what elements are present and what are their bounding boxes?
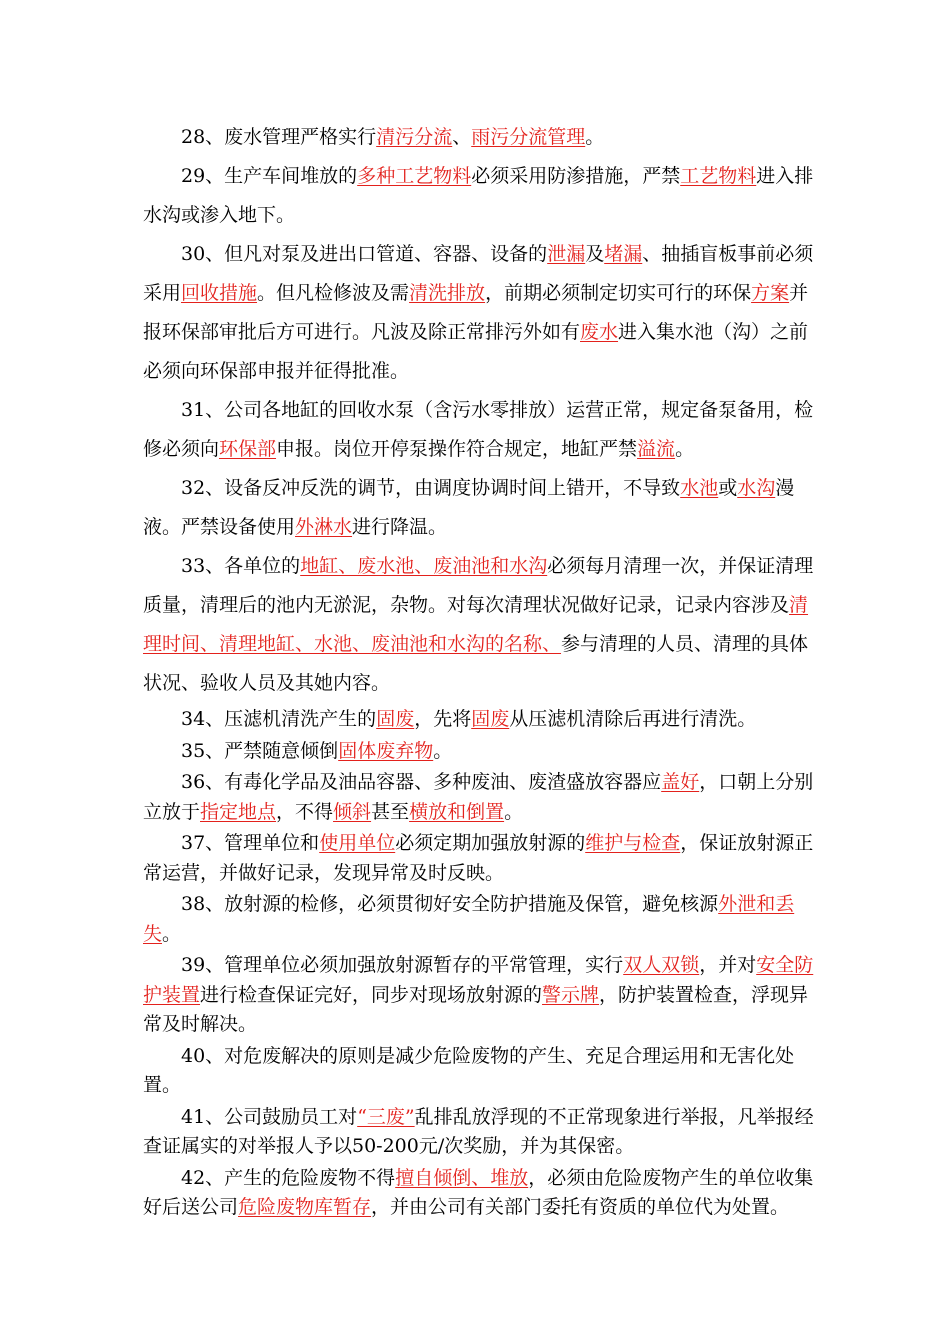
highlighted-term: 横放和倒置 — [409, 800, 505, 823]
highlighted-term: 方案 — [751, 282, 790, 304]
highlighted-term: 清污分流 — [376, 126, 453, 148]
paragraph-text: 34、压滤机清洗产生的 — [181, 708, 377, 730]
highlighted-term: “三废” — [357, 1105, 415, 1128]
paragraph-text: 35、严禁随意倾倒 — [181, 739, 339, 762]
highlighted-term: 雨污分流管理 — [471, 126, 586, 148]
paragraph-text: 31、公司各地缸的回收水泵（含污水零排放）运营正常，规定备泵备用，检修必须向 — [143, 399, 814, 460]
paragraph-text: 。 — [585, 126, 605, 148]
paragraph-text: 进入排水沟或渗入地下。 — [143, 165, 814, 226]
highlighted-term: 安全防护装置 — [143, 954, 814, 1006]
highlighted-term: 多种工艺物料 — [357, 165, 472, 187]
highlighted-term: 外泄和丢失 — [143, 893, 795, 945]
paragraph-text: 并报环保部审批后方可进行。凡波及除正常排污外如有 — [143, 282, 809, 343]
paragraph-text: 进行降温。 — [352, 516, 448, 538]
paragraph-text: ，前期必须制定切实可行的环保 — [485, 282, 752, 304]
highlighted-term: 危险废物库暂存 — [238, 1196, 372, 1218]
paragraph-text: 41、公司鼓励员工对 — [181, 1105, 358, 1128]
paragraph-text: ，防护装置检查，浮现异常及时解决。 — [143, 983, 809, 1035]
highlighted-term: 使用单位 — [319, 832, 396, 854]
paragraph-text: ，不得 — [276, 800, 334, 823]
paragraph-text: 或 — [718, 477, 738, 499]
highlighted-term: 指定地点 — [200, 800, 277, 823]
highlighted-term: 固体废弃物 — [338, 739, 434, 762]
paragraph-text: ，先将 — [414, 708, 472, 730]
paragraph — [143, 157, 815, 235]
paragraph — [143, 1164, 815, 1223]
highlighted-term: 外淋水 — [295, 516, 353, 538]
highlighted-term: 固废 — [471, 708, 510, 730]
highlighted-term: 擅自倾倒、堆放 — [395, 1166, 529, 1189]
paragraph-text: 40、对危废解决的原则是减少危险废物的产生、充足合理运用和无害化处置。 — [143, 1044, 795, 1096]
paragraph-text: ，必须由危险废物产生的单位收集好后送公司 — [143, 1166, 814, 1218]
paragraph-text: 、抽插盲板事前必须采用 — [143, 243, 814, 304]
paragraph-text: 必须每月清理一次，并保证清理质量，清理后的池内无淤泥，杂物。对每次清理状况做好记录，记录内容涉及 — [143, 555, 814, 616]
paragraph-text: 32、设备反冲反洗的调节，由调度协调时间上错开，不导致 — [181, 477, 681, 499]
paragraph — [143, 1103, 815, 1162]
paragraph — [143, 737, 815, 767]
paragraph-text: 28、废水管理严格实行 — [181, 126, 377, 148]
highlighted-term: 堵漏 — [604, 243, 643, 265]
paragraph-text: 必须定期加强放射源的 — [395, 832, 586, 854]
paragraph-text: 进入集水池（沟）之前必须向环保部申报并征得批准。 — [143, 321, 809, 382]
highlighted-term: 盖好 — [661, 771, 700, 793]
highlighted-term: 清理时间、清理地缸、水池、废油池和水沟的名称、 — [143, 594, 809, 655]
paragraph-text: 乱排乱放浮现的不正常现象进行举报，凡举报经查证属实的对举报人予以50-200元/次奖励，并为其保密。 — [143, 1105, 814, 1157]
paragraph-text: 33、各单位的 — [181, 555, 301, 577]
paragraph-text: 申报。岗位开停泵操作符合规定，地缸严禁 — [276, 438, 638, 460]
paragraph — [143, 829, 815, 888]
paragraph — [143, 1042, 815, 1101]
paragraph-text: 从压滤机清除后再进行清洗。 — [509, 708, 757, 730]
paragraph — [143, 118, 815, 157]
highlighted-term: 倾斜 — [333, 800, 372, 823]
highlighted-term: 泄漏 — [547, 243, 586, 265]
paragraph-text: 。但凡检修波及需 — [257, 282, 410, 304]
paragraph-text: 39、管理单位必须加强放射源暂存的平常管理，实行 — [181, 954, 624, 976]
paragraph-text: ，并由公司有关部门委托有资质的单位代为处置。 — [371, 1196, 790, 1218]
highlighted-term: 回收措施 — [181, 282, 258, 304]
paragraph-text: 。 — [162, 922, 182, 945]
paragraph — [143, 890, 815, 949]
paragraph-text: 。 — [675, 438, 695, 460]
paragraph-text: 进行检查保证完好，同步对现场放射源的 — [200, 983, 543, 1006]
highlighted-term: 溢流 — [637, 438, 676, 460]
paragraph-text: ，口朝上分别立放于 — [143, 771, 814, 823]
paragraph-text: ，保证放射源正常运营，并做好记录，发现异常及时反映。 — [143, 832, 814, 884]
paragraph — [143, 391, 815, 469]
paragraph — [143, 768, 815, 827]
highlighted-term: 环保部 — [219, 438, 277, 460]
paragraph-text: 。 — [433, 739, 453, 762]
paragraph-text: 42、产生的危险废物不得 — [181, 1166, 396, 1189]
highlighted-term: 水沟 — [737, 477, 776, 499]
highlighted-term: 清洗排放 — [409, 282, 486, 304]
paragraph-text: ，并对 — [699, 954, 757, 976]
highlighted-term: 维护与检查 — [585, 832, 681, 854]
paragraph-text: 及 — [585, 243, 605, 265]
paragraph-text: 37、管理单位和 — [181, 832, 320, 854]
paragraph — [143, 951, 815, 1040]
paragraph — [143, 705, 815, 735]
document-body — [143, 118, 815, 1223]
highlighted-term: 水池 — [680, 477, 719, 499]
paragraph-text: 甚至 — [371, 800, 410, 823]
paragraph — [143, 469, 815, 547]
paragraph-text: 参与清理的人员、清理的具体状况、验收人员及其她内容。 — [143, 633, 809, 694]
paragraph — [143, 235, 815, 391]
paragraph-text: 。 — [504, 800, 524, 823]
highlighted-term: 警示牌 — [542, 983, 600, 1006]
paragraph-text: 、 — [452, 126, 472, 148]
paragraph-text: 29、生产车间堆放的 — [181, 165, 358, 187]
paragraph-text: 必须采用防渗措施，严禁 — [471, 165, 681, 187]
paragraph — [143, 547, 815, 703]
highlighted-term: 工艺物料 — [680, 165, 757, 187]
paragraph-text: 30、但凡对泵及进出口管道、容器、设备的 — [181, 243, 548, 265]
paragraph-text: 漫液。严禁设备使用 — [143, 477, 795, 538]
highlighted-term: 固废 — [376, 708, 415, 730]
paragraph-text: 38、放射源的检修，必须贯彻好安全防护措施及保管，避免核源 — [181, 893, 719, 915]
paragraph-text: 36、有毒化学品及油品容器、多种废油、废渣盛放容器应 — [181, 771, 662, 793]
highlighted-term: 废水 — [580, 321, 619, 343]
highlighted-term: 双人双锁 — [623, 954, 700, 976]
highlighted-term: 地缸、废水池、废油池和水沟 — [300, 555, 548, 577]
